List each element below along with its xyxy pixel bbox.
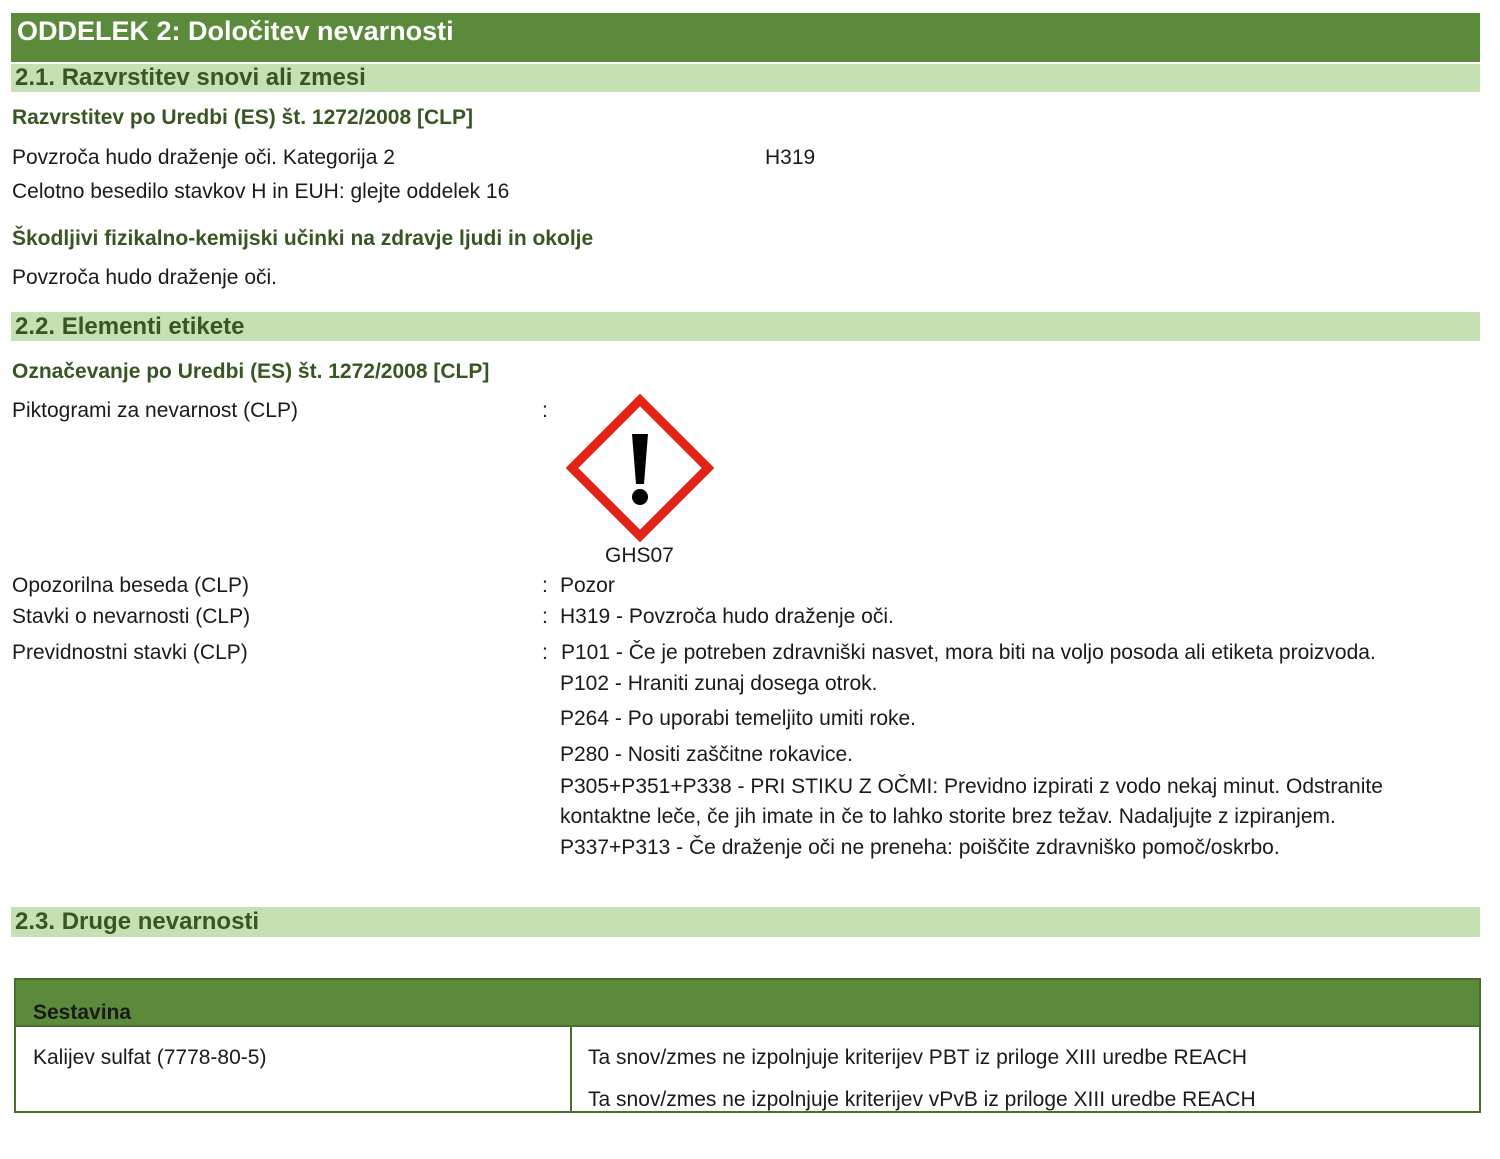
table-header-label: Sestavina <box>33 1001 132 1024</box>
classification-code: H319 <box>765 146 816 169</box>
hazard-statements-value: H319 - Povzroča hudo draženje oči. <box>560 605 894 628</box>
table-column-divider <box>570 1027 572 1113</box>
subsection-2-3-title: 2.3. Druge nevarnosti <box>11 907 1480 937</box>
signal-word-value: Pozor <box>560 574 615 597</box>
precautionary-statement: P264 - Po uporabi temeljito umiti roke. <box>560 707 917 730</box>
precautionary-colon: : <box>542 641 548 664</box>
hazard-statements-label: Stavki o nevarnosti (CLP) <box>12 605 251 628</box>
ingredient-name: Kalijev sulfat (7778-80-5) <box>33 1046 267 1069</box>
effects-text: Povzroča hudo draženje oči. <box>12 266 277 289</box>
ghs07-exclamation-icon <box>566 394 714 542</box>
signal-word-colon: : <box>542 574 548 597</box>
precautionary-statement: P101 - Če je potreben zdravniški nasvet, mora biti na voljo posoda ali etiketa proizvoda. <box>561 641 1376 664</box>
pbt-assessment: Ta snov/zmes ne izpolnjuje kriterijev PBT iz priloge XIII uredbe REACH <box>588 1046 1248 1069</box>
classification-text: Povzroča hudo draženje oči. Kategorija 2 <box>12 146 395 169</box>
subsection-2-2-title: 2.2. Elementi etikete <box>11 312 1480 341</box>
pictograms-colon: : <box>542 399 548 422</box>
section-title: ODDELEK 2: Določitev nevarnosti <box>11 13 1480 62</box>
precautionary-label: Previdnostni stavki (CLP) <box>12 641 248 664</box>
vpvb-assessment: Ta snov/zmes ne izpolnjuje kriterijev vPvB iz priloge XIII uredbe REACH <box>588 1088 1256 1111</box>
signal-word-label: Opozorilna beseda (CLP) <box>12 574 249 597</box>
hazard-statements-colon: : <box>542 605 548 628</box>
precautionary-statement: P280 - Nositi zaščitne rokavice. <box>560 743 853 766</box>
subsection-2-1-title: 2.1. Razvrstitev snovi ali zmesi <box>11 64 1480 92</box>
labelling-heading: Označevanje po Uredbi (ES) št. 1272/2008 [CLP] <box>12 360 490 383</box>
effects-heading: Škodljivi fizikalno-kemijski učinki na zdravje ljudi in okolje <box>12 227 594 250</box>
precautionary-statement: kontaktne leče, če jih imate in če to lahko storite brez težav. Nadaljujte z izpiranjem. <box>560 805 1336 828</box>
precautionary-statement: P102 - Hraniti zunaj dosega otrok. <box>560 672 878 695</box>
pictogram-code: GHS07 <box>605 544 674 567</box>
full-text-note: Celotno besedilo stavkov H in EUH: glejte oddelek 16 <box>12 180 510 203</box>
table-header <box>16 980 1479 1027</box>
pictograms-label: Piktogrami za nevarnost (CLP) <box>12 399 298 422</box>
ingredients-table <box>14 978 1481 1113</box>
precautionary-statement: P305+P351+P338 - PRI STIKU Z OČMI: Previdno izpirati z vodo nekaj minut. Odstranite <box>560 775 1383 798</box>
precautionary-statement: P337+P313 - Če draženje oči ne preneha: poiščite zdravniško pomoč/oskrbo. <box>560 836 1280 859</box>
clp-classification-heading: Razvrstitev po Uredbi (ES) št. 1272/2008 [CLP] <box>12 106 473 129</box>
